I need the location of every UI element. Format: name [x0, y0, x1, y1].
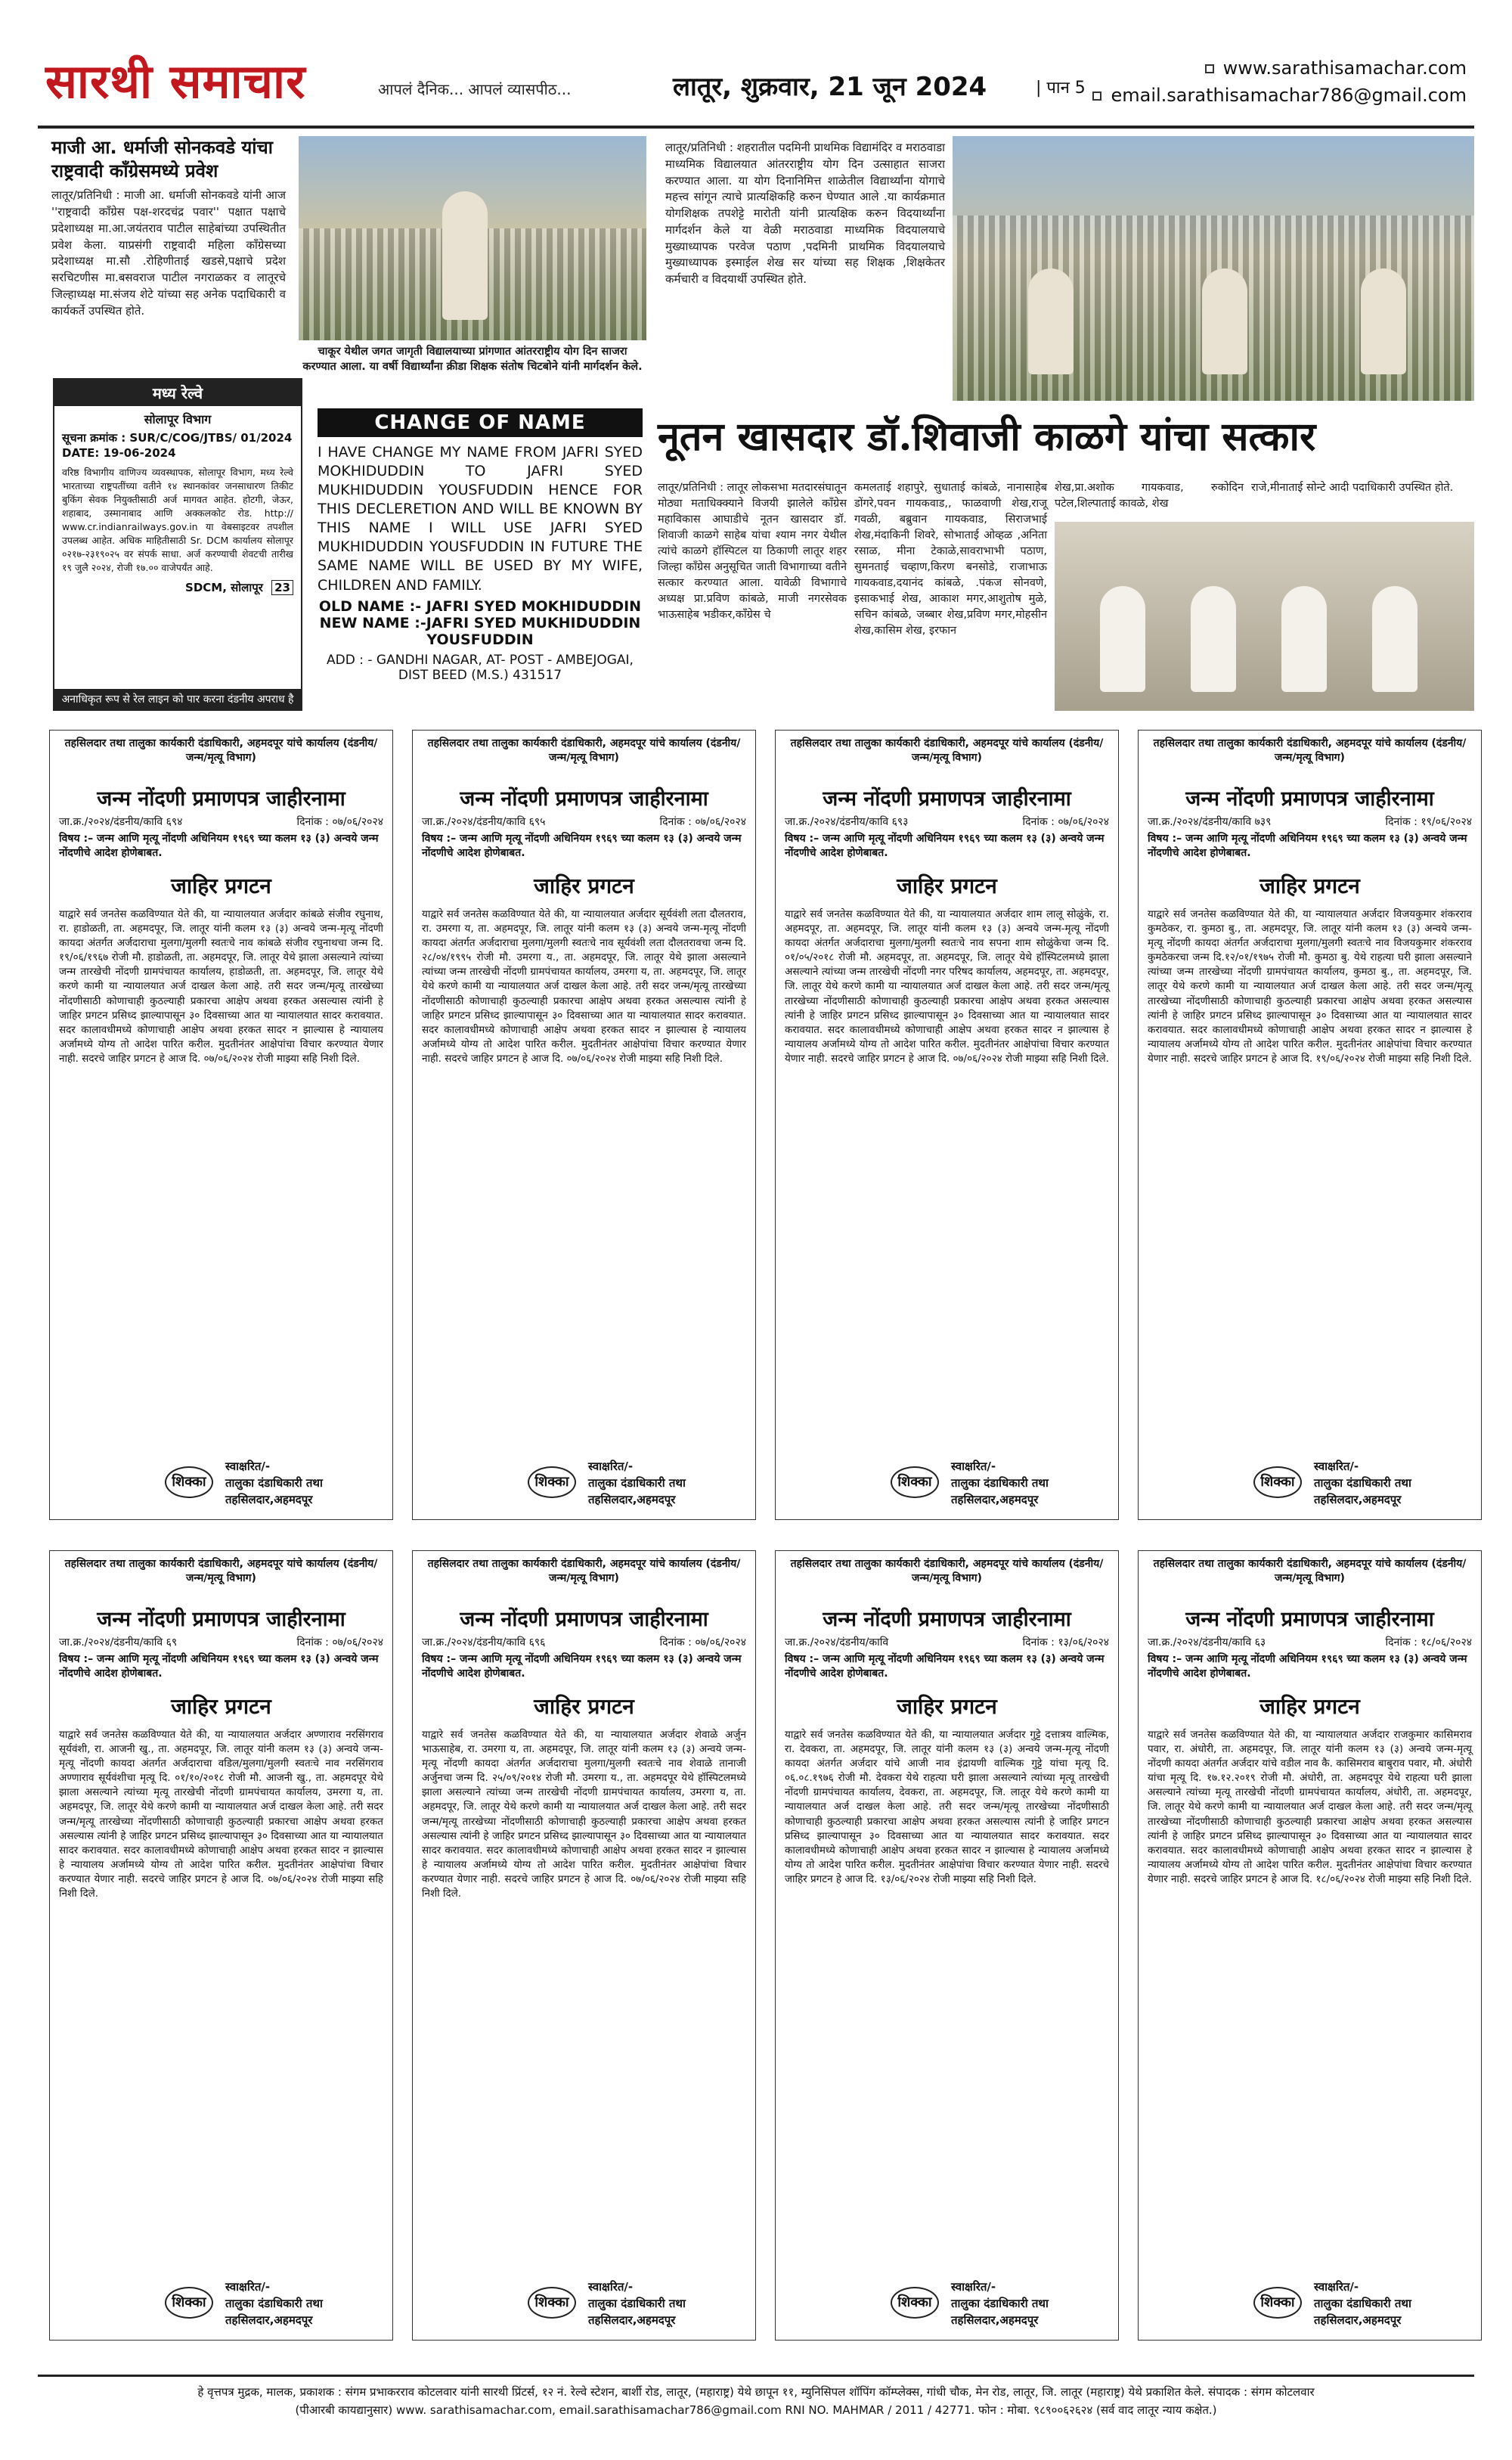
change-of-name-notice	[318, 408, 643, 711]
railway-sign: SDCM, सोलापूर	[185, 580, 263, 594]
stamp-icon: शिक्का	[528, 2287, 576, 2319]
sign-place: तहसिलदार,अहमदपूर	[225, 1492, 313, 1506]
story-sonkawade	[51, 136, 286, 319]
sign-label: स्वाक्षरित/-	[225, 1460, 271, 1473]
kalge-col-4: राजे,मीनाताई सोन्टे आदी पदाधिकारी उपस्थित होते.	[1251, 482, 1454, 494]
railway-badge: 23	[271, 580, 293, 595]
notice-signature-block	[785, 1459, 1109, 1512]
sign-title: तालुका दंडाधिकारी तथा	[225, 1475, 323, 1490]
imprint-footer	[38, 2375, 1474, 2435]
birth-registration-notice	[1138, 730, 1482, 1520]
story-yoga-day: लातूर/प्रतिनिधी : शहरातील पदमिनी प्राथमिक विद्यामंदिर व मराठवाडा माध्यमिक विद्यालयात आंतरराष्ट्रीय योग दिन उत्साहात साजरा करण्यात आला. या योग दिनानिमित्त शाळेतील विद्यार्थ्यांना योगाचे महत्त्व सांगून त्याचे प्रात्यक्षिकहि करुन घेण्यात आले .या कार्यक्रमात योगशिक्षक तपशेट्टे मारोती यांनी प्रात्यक्षिक करुन विदयार्थ्यांना मार्गदर्शन केले या वेळी मराठवाडा माध्यमिक विदयालयाचे मुख्याध्यापक परवेज पठाण ,पदमिनी प्राथमिक विदयालयाचे मुख्याध्यापक इस्माईल शेख सर यांच्या सह शिक्षक ,शिक्षकेतर कर्मचारी व विदयार्थी उपस्थित होते.	[665, 141, 945, 286]
sign-title: तालुका दंडाधिकारी तथा	[951, 1475, 1049, 1490]
sign-label: स्वाक्षरित/-	[1314, 1460, 1359, 1473]
kalge-col-2: कमलताई शहापुरे, सुधाताई कांबळे, नानासाहेब डोंगरे,पवन गायकवाड,, फाळवाणी शेख,राजू गवळी, बब्रुवान गायकवाड, सिराजभाई शेख,मंदाकिनी शिवरे, सोभाताई ओव्हळ ,अनिता रसाळ, मीना टेकाळे,सावराभाभी पठाण, सुमनताई चव्हाण,किरण बनसोडे, राजाभाऊ गायकवाड,दयानंद कांबळे, .पंकज सोनवणे, इसाकभाई शेख, आकाश मगर,आशुतोष मुळे, सचिन कांबळे, जब्बार शेख,प्रविण मगर,मोहसीन शेख,कासिम शेख, इरफान	[854, 482, 1047, 637]
story-body: लातूर/प्रतिनिधी : माजी आ. धर्माजी सोनकवडे यांनी आज ''राष्ट्रवादी काँग्रेस पक्ष-शरदचंद्र पवार'' पक्षात पक्षाचे प्रदेशाध्यक्ष मा.आ.जयंतराव पाटील साहेबांच्या उपस्थितीत प्रवेश केला. याप्रसंगी राष्ट्रवादी महिला काँग्रेसच्या प्रदेशाध्यक्ष मा.सौ .रोहिणीताई खडसे,पक्षाचे प्रदेश सरचिटणीस मा.बसवराज पाटील नगराळकर व लातूरचे जिल्हाध्यक्ष मा.संजय शेटे यांच्या सह अनेक पदाधिकारी व कार्यकर्ते उपस्थित होते.	[51, 188, 286, 318]
railway-notice	[53, 378, 302, 711]
notice-ref: जा.क्र./२०२४/दंडनीय/कावि ६९	[59, 1636, 178, 1649]
notice-office: तहसिलदार तथा तालुका कार्यकारी दंडाधिकारी, अहमदपूर यांचे कार्यालय (दंडनीय/जन्म/मृत्यू विभाग)	[790, 737, 1104, 764]
birth-registration-notice	[775, 1550, 1119, 2341]
newspaper-logo: सारथी समाचार	[45, 54, 306, 109]
notice-title: जन्म नोंदणी प्रमाणपत्र जाहीरनामा	[1185, 786, 1434, 811]
notice-heading: जाहिर प्रगटन	[171, 873, 271, 898]
masthead	[38, 45, 1474, 129]
stamp-icon: शिक्का	[891, 2287, 939, 2319]
railway-header: मध्य रेल्वे	[54, 380, 301, 406]
birth-registration-notice	[412, 730, 756, 1520]
email-line	[1092, 85, 1467, 106]
notice-subject: विषय :– जन्म आणि मृत्यू नोंदणी अधिनियम १९६९ च्या कलम १३ (३) अन्वये जन्म नोंदणीचे आदेश होणेबाबत.	[59, 1652, 379, 1680]
notice-signature-block	[59, 2279, 383, 2332]
photo-caption: चाकूर येथील जगत जागृती विद्यालयाच्या प्रांगणात आंतरराष्ट्रीय योग दिन साजरा करण्यात आला. या वर्षी विद्यार्थ्यांना क्रीडा शिक्षक संतोष चिटबोने यांनी मार्गदर्शन केले.	[302, 346, 643, 374]
sign-label: स्वाक्षरित/-	[588, 1460, 634, 1473]
notice-heading: जाहिर प्रगटन	[897, 873, 997, 898]
notice-office: तहसिलदार तथा तालुका कार्यकारी दंडाधिकारी, अहमदपूर यांचे कार्यालय (दंडनीय/जन्म/मृत्यू विभाग)	[1153, 1558, 1467, 1584]
birth-registration-notice	[1138, 1550, 1482, 2341]
notice-date: दिनांक : ०७/०६/२०२४	[659, 1636, 746, 1649]
railway-footer: अनाधिकृत रूप से रेल लाइन को पार करना दंडनीय अपराध है	[54, 689, 301, 709]
notice-heading: जाहिर प्रगटन	[1259, 1693, 1360, 1719]
kalge-headline: नूतन खासदार डॉ.शिवाजी काळगे यांचा सत्कार	[658, 414, 1316, 460]
imprint-line-2: (पीआरबी कायद्यानुसार) www. sarathisamachar.com, email.sarathisamachar786@gmail.com RNI NO. MAHMAR / 2011 / 42771. फोन : मोबा. ९८९००६२६२४ (सर्व वाद लातूर न्याय कक्षेत.)	[295, 2403, 1217, 2417]
notice-body: याद्वारे सर्व जनतेस कळविण्यात येते की, या न्यायालयात अर्जदार कांबळे संजीव रघुनाथ, रा. हाडोळती, ता. अहमदपूर, जि. लातूर यांनी कलम १३ (३) अन्वये जन्म-मृत्यू नोंदणी कायदा अंतर्गत अर्जदाराचा मुलगा/मुलगी स्वतःचे नाव कांबळे संजीव रघुनाथचा जन्म दि. १९/०६/१९६७ रोजी मौ. हाडोळती, ता. अहमदपूर, जि. लातूर येथे झाला असल्याने त्यांच्या जन्म तारखेची नोंदणी ग्रामपंचायत कार्यालय, हाडोळती, ता. अहमदपूर, जि. लातूर येथे करणे कामी या न्यायालयात अर्ज दाखल केला आहे. तरी सदर जन्म/मृत्यू तारखेच्या नोंदणीसाठी कोणाचाही कुठल्याही प्रकारचा आक्षेप अथवा हरकत असल्यास त्यांनी हे जाहिर प्रगटन प्रसिध्द झाल्यापासून ३० दिवसाच्या आत या न्यायालयात सादर करावयात. सदर कालावधीमध्ये कोणाचाही आक्षेप अथवा हरकत सादर न झाल्यास हे न्यायालय अर्जामध्ये योग्य तो आदेश पारित करील. मुदतीनंतर आक्षेपांचा विचार करण्यात येणार नाही. सदरचे जाहिर प्रगटन हे आज दि. ०७/०६/२०२४ रोजी माझ्या सहि निशी दिले.	[59, 907, 383, 1066]
notice-title: जन्म नोंदणी प्रमाणपत्र जाहीरनामा	[97, 786, 345, 811]
notice-body: याद्वारे सर्व जनतेस कळविण्यात येते की, या न्यायालयात अर्जदार विजयकुमार शंकरराव कुमठेकर, रा. कुमठा बु., ता. अहमदपूर, जि. लातूर यांनी कलम १३ (३) अन्वये जन्म-मृत्यू नोंदणी कायदा अंतर्गत अर्जदाराचा मुलगा/मुलगी स्वतःचे नाव विजयकुमार शंकरराव कुमठेकरचा जन्म दि.१२/०१/१९७५ रोजी मौ. कुमठा बु. येथे राहत्या घरी झाला असल्याने त्यांच्या जन्म तारखेच्या नोंदणी ग्रामपंचायत कार्यालय, कुमठा बु., ता. अहमदपूर, जि. लातूर येथे करणे कामी या न्यायालयात अर्ज दाखल केला आहे. तरी सदर जन्म/मृत्यू तारखेच्या नोंदणीसाठी कोणाचाही कुठल्याही प्रकारचा आक्षेप अथवा हरकत असल्यास त्यांनी हे जाहिर प्रगटन प्रसिध्द झाल्यापासून ३० दिवसाच्या आत या न्यायालयात सादर करावयात. सदर कालावधीमध्ये कोणाचाही आक्षेप अथवा हरकत सादर न झाल्यास हे न्यायालय अर्जामध्ये योग्य तो आदेश पारित करील. मुदतीनंतर आक्षेपांचा विचार करण्यात येणार नाही. सदरचे जाहिर प्रगटन हे आज दि. १९/०६/२०२४ रोजी माझ्या सहि निशी दिले.	[1148, 907, 1472, 1066]
sign-title: तालुका दंडाधिकारी तथा	[1314, 1475, 1411, 1490]
notice-ref: जा.क्र./२०२४/दंडनीय/कावि ६९४	[59, 815, 183, 828]
stamp-icon: शिक्का	[1253, 2287, 1302, 2319]
stamp-icon: शिक्का	[165, 1466, 213, 1498]
notice-signature-block	[1148, 1459, 1472, 1512]
notice-title: जन्म नोंदणी प्रमाणपत्र जाहीरनामा	[460, 786, 708, 811]
stamp-icon: शिक्का	[1253, 1466, 1302, 1498]
notice-title: जन्म नोंदणी प्रमाणपत्र जाहीरनामा	[97, 1607, 345, 1631]
notice-heading: जाहिर प्रगटन	[534, 1693, 634, 1719]
notice-body: याद्वारे सर्व जनतेस कळविण्यात येते की, या न्यायालयात अर्जदार शाम लालू सोळुंके, रा. अहमदपूर, ता. अहमदपूर, जि. लातूर यांनी कलम १३ (३) अन्वये जन्म-मृत्यू नोंदणी कायदा अंतर्गत अर्जदाराचा मुलगा/मुलगी स्वतःचे नाव सपना शाम सोळुंकेचा जन्म दि. ०१/०५/२०१८ रोजी मौ. अहमदपूर, ता. अहमदपूर, जि. लातूर येथे हॉस्पिटलमध्ये झाला असल्याने त्यांच्या जन्म तारखेची नोंदणी नगर परिषद कार्यालय, अहमदपूर, ता. अहमदपूर, जि. लातूर येथे करणे कामी या न्यायालयात अर्ज दाखल केला आहे. तरी सदर जन्म/मृत्यू तारखेच्या नोंदणीसाठी कोणाचाही कुठल्याही प्रकारचा आक्षेप अथवा हरकत असल्यास त्यांनी हे जाहिर प्रगटन प्रसिध्द झाल्यापासून ३० दिवसाच्या आत या न्यायालयात सादर करावयात. सदर कालावधीमध्ये कोणाचाही आक्षेप अथवा हरकत सादर न झाल्यास हे न्यायालय अर्जामध्ये योग्य तो आदेश पारित करील. मुदतीनंतर आक्षेपांचा विचार करण्यात येणार नाही. सदरचे जाहिर प्रगटन हे आज दि. ०७/०६/२०२४ रोजी माझ्या सहि निशी दिले.	[785, 907, 1109, 1066]
birth-registration-notice	[49, 730, 393, 1520]
felicitation-photo	[1055, 522, 1474, 711]
railway-division: सोलापूर विभाग	[144, 412, 212, 427]
sign-place: तहसिलदार,अहमदपूर	[588, 1492, 676, 1506]
notice-signature-block	[785, 2279, 1109, 2332]
notice-ref: जा.क्र./२०२४/दंडनीय/कावि ६९६	[422, 1636, 546, 1649]
notice-body: याद्वारे सर्व जनतेस कळविण्यात येते की, या न्यायालयात अर्जदार शेवाळे अर्जुन भाऊसाहेब, रा. उमरगा य, ता. अहमदपूर, जि. लातूर यांनी कलम १३ (३) अन्वये जन्म-मृत्यू नोंदणी कायदा अंतर्गत अर्जदाराचा मुलगा/मुलगी स्वतःचे नाव शेवाळे तानाजी अर्जुनचा जन्म दि. २५/०९/२०१४ रोजी मौ. उमरगा य., ता. अहमदपूर येथे हॉस्पिटलमध्ये झाला असल्याने त्यांच्या जन्म तारखेची नोंदणी ग्रामपंचायत कार्यालय, उमरगा य, ता. अहमदपूर, जि. लातूर येथे करणे कामी या न्यायालयात अर्ज दाखल केला आहे. तरी सदर जन्म/मृत्यू तारखेच्या नोंदणीसाठी कोणाचाही कुठल्याही प्रकारचा आक्षेप अथवा हरकत असल्यास त्यांनी हे जाहिर प्रगटन प्रसिध्द झाल्यापासून ३० दिवसाच्या आत या न्यायालयात सादर करावयात. सदर कालावधीमध्ये कोणाचाही आक्षेप अथवा हरकत सादर न झाल्यास हे न्यायालय अर्जामध्ये योग्य तो आदेश पारित करील. मुदतीनंतर आक्षेपांचा विचार करण्यात येणार नाही. सदरचे जाहिर प्रगटन हे आज दि. ०७/०६/२०२४ रोजी माझ्या सहि निशी दिले.	[422, 1728, 746, 1900]
notice-subject: विषय :– जन्म आणि मृत्यू नोंदणी अधिनियम १९६९ च्या कलम १३ (३) अन्वये जन्म नोंदणीचे आदेश होणेबाबत.	[422, 1652, 742, 1680]
notice-office: तहसिलदार तथा तालुका कार्यकारी दंडाधिकारी, अहमदपूर यांचे कार्यालय (दंडनीय/जन्म/मृत्यू विभाग)	[790, 1558, 1104, 1584]
sign-place: तहसिलदार,अहमदपूर	[225, 2313, 313, 2327]
sign-title: तालुका दंडाधिकारी तथा	[588, 1475, 686, 1490]
notice-subject: विषय :– जन्म आणि मृत्यू नोंदणी अधिनियम १९६९ च्या कलम १३ (३) अन्वये जन्म नोंदणीचे आदेश होणेबाबत.	[785, 832, 1105, 859]
sign-title: तालुका दंडाधिकारी तथा	[1314, 2296, 1411, 2310]
notice-ref: जा.क्र./२०२४/दंडनीय/कावि ६९५	[422, 815, 546, 828]
notice-ref: जा.क्र./२०२४/दंडनीय/कावि ६९३	[785, 815, 909, 828]
notice-subject: विषय :– जन्म आणि मृत्यू नोंदणी अधिनियम १९६९ च्या कलम १३ (३) अन्वये जन्म नोंदणीचे आदेश होणेबाबत.	[785, 1652, 1105, 1680]
birth-registration-notice	[775, 730, 1119, 1520]
dateline: लातूर, शुक्रवार, 21 जून 2024	[673, 72, 987, 102]
notice-office: तहसिलदार तथा तालुका कार्यकारी दंडाधिकारी, अहमदपूर यांचे कार्यालय (दंडनीय/जन्म/मृत्यू विभाग)	[1153, 737, 1467, 764]
notice-subject: विषय :– जन्म आणि मृत्यू नोंदणी अधिनियम १९६९ च्या कलम १३ (३) अन्वये जन्म नोंदणीचे आदेश होणेबाबत.	[59, 832, 379, 859]
story-headline: माजी आ. धर्माजी सोनकवडे यांचा राष्ट्रवादी काँग्रेसमध्ये प्रवेश	[51, 137, 273, 182]
website[interactable]: www.sarathisamachar.com	[1222, 57, 1467, 79]
notice-signature-block	[59, 1459, 383, 1512]
notice-subject: विषय :– जन्म आणि मृत्यू नोंदणी अधिनियम १९६९ च्या कलम १३ (३) अन्वये जन्म नोंदणीचे आदेश होणेबाबत.	[1148, 832, 1467, 859]
con-old-name: OLD NAME :- JAFRI SYED MOKHIDUDDIN	[318, 597, 642, 615]
notice-office: तहसिलदार तथा तालुका कार्यकारी दंडाधिकारी, अहमदपूर यांचे कार्यालय (दंडनीय/जन्म/मृत्यू विभाग)	[427, 1558, 741, 1584]
railway-ref: सूचना क्रमांक : SUR/C/COG/JTBS/ 01/2024 DATE: 19-06-2024	[62, 431, 293, 461]
website-line	[1205, 57, 1467, 79]
notice-date: दिनांक : १९/०६/२०२४	[1385, 815, 1472, 828]
sign-place: तहसिलदार,अहमदपूर	[951, 2313, 1039, 2327]
notice-date: दिनांक : ०७/०६/२०२४	[296, 815, 383, 828]
sign-label: स्वाक्षरित/-	[951, 2280, 996, 2294]
kalge-col-3: शेख,प्रा.अशोक गायकवाड, रुकोदिन पटेल,शिल्पाताई कावळे, शेख	[1055, 482, 1244, 510]
notice-date: दिनांक : १३/०६/२०२४	[1022, 1636, 1109, 1649]
notice-ref: जा.क्र./२०२४/दंडनीय/कावि ७३९	[1148, 815, 1272, 828]
notice-date: दिनांक : ०७/०६/२०२४	[1022, 815, 1109, 828]
notice-title: जन्म नोंदणी प्रमाणपत्र जाहीरनामा	[823, 786, 1071, 811]
notice-signature-block	[422, 2279, 746, 2332]
yoga-photo-school	[953, 136, 1474, 401]
sign-label: स्वाक्षरित/-	[588, 2280, 634, 2294]
notice-title: जन्म नोंदणी प्रमाणपत्र जाहीरनामा	[460, 1607, 708, 1631]
con-new-name: NEW NAME :-JAFRI SYED MUKHIDUDDIN YOUSFUDDIN	[319, 614, 641, 648]
bullet-icon	[1092, 92, 1101, 101]
notice-heading: जाहिर प्रगटन	[534, 873, 634, 898]
notice-signature-block	[422, 1459, 746, 1512]
page-number: | पान 5	[1036, 79, 1086, 98]
notice-heading: जाहिर प्रगटन	[897, 1693, 997, 1719]
email[interactable]: email.sarathisamachar786@gmail.com	[1111, 85, 1467, 106]
notice-office: तहसिलदार तथा तालुका कार्यकारी दंडाधिकारी, अहमदपूर यांचे कार्यालय (दंडनीय/जन्म/मृत्यू विभाग)	[64, 1558, 378, 1584]
railway-body: वरिष्ठ विभागीय वाणिज्य व्यवस्थापक, सोलापूर विभाग, मध्य रेल्वे भारताच्या राष्ट्रपतींच्या वतीने १४ स्थानकांवर जनसाधारण तिकीट बुकिंग सेवक नियुक्तीसाठी अर्ज मागवत आहेत. होटगी, जेऊर, शहाबाद, उस्मानाबाद आणि अक्कलकोट रोड. http:// www.cr.indianrailways.gov.in या वेबसाइटवर तपशील उपलब्ध आहेत. अधिक माहितीसाठी Sr. DCM कार्यालय सोलापूर ०२१७-२३१९०२५ वर संपर्क साधा. अर्ज करण्याची शेवटची तारीख १९ जुलै २०२४, रोजी १७.०० वाजेपर्यंत आहे.	[62, 466, 293, 574]
notice-date: दिनांक : १८/०६/२०२४	[1385, 1636, 1472, 1649]
sign-place: तहसिलदार,अहमदपूर	[1314, 2313, 1402, 2327]
notice-office: तहसिलदार तथा तालुका कार्यकारी दंडाधिकारी, अहमदपूर यांचे कार्यालय (दंडनीय/जन्म/मृत्यू विभाग)	[64, 737, 378, 764]
stamp-icon: शिक्का	[891, 1466, 939, 1498]
notice-title: जन्म नोंदणी प्रमाणपत्र जाहीरनामा	[1185, 1607, 1434, 1631]
notice-date: दिनांक : ०७/०६/२०२४	[296, 1636, 383, 1649]
notice-date: दिनांक : ०७/०६/२०२४	[659, 815, 746, 828]
con-title: CHANGE OF NAME	[318, 408, 643, 437]
notice-subject: विषय :– जन्म आणि मृत्यू नोंदणी अधिनियम १९६९ च्या कलम १३ (३) अन्वये जन्म नोंदणीचे आदेश होणेबाबत.	[1148, 1652, 1467, 1680]
con-body: I HAVE CHANGE MY NAME FROM JAFRI SYED MOKHIDUDDIN TO JAFRI SYED MUKHIDUDDIN YOUSFUDDIN HENCE FOR THIS DECLERETION AND WILL BE KNOWN BY THIS NAME I WILL USE JAFRI SYED MUKHIDUDDIN YOUSFUDDIN IN FUTURE THE SAME NAME WILL BE USED BY MY WIFE, CHILDREN AND FAMILY.	[318, 444, 643, 594]
notice-signature-block	[1148, 2279, 1472, 2332]
sign-place: तहसिलदार,अहमदपूर	[588, 2313, 676, 2327]
notice-heading: जाहिर प्रगटन	[171, 1693, 271, 1719]
notice-office: तहसिलदार तथा तालुका कार्यकारी दंडाधिकारी, अहमदपूर यांचे कार्यालय (दंडनीय/जन्म/मृत्यू विभाग)	[427, 737, 741, 764]
notice-heading: जाहिर प्रगटन	[1259, 873, 1360, 898]
notice-body: याद्वारे सर्व जनतेस कळविण्यात येते की, या न्यायालयात अर्जदार राजकुमार कासिमराव पवार, रा. अंधोरी, ता. अहमदपूर, जि. लातूर यांनी कलम १३ (३) अन्वये जन्म-मृत्यू नोंदणी कायदा अंतर्गत अर्जदार यांचे वडील नाव कै. कासिमराव बाबुराव पवार, मौ. अंधोरी यांचा मृत्यू दि. १७.१२.२०१९ रोजी मौ. अंधोरी, ता. अहमदपूर येथे राहत्या घरी झाला असल्याने त्यांच्या मृत्यू तारखेची नोंदणी ग्रामपंचायत कार्यालय, अंधोरी, ता. अहमदपूर, जि. लातूर येथे करणे कामी या न्यायालयात अर्ज दाखल केला आहे. तरी सदर जन्म/मृत्यू तारखेच्या नोंदणीसाठी कोणाचाही कुठल्याही प्रकारचा आक्षेप अथवा हरकत असल्यास त्यांनी हे जाहिर प्रगटन प्रसिध्द झाल्यापासून ३० दिवसाच्या आत या न्यायालयात सादर करावयात. सदर कालावधीमध्ये कोणाचाही आक्षेप अथवा हरकत सादर न झाल्यास हे न्यायालय अर्जामध्ये योग्य तो आदेश पारित करील. मुदतीनंतर आक्षेपांचा विचार करण्यात येणार नाही. सदरचे जाहिर प्रगटन हे आज दि. १८/०६/२०२४ रोजी माझ्या सहि निशी दिले.	[1148, 1728, 1472, 1886]
imprint-line-1: हे वृत्तपत्र मुद्रक, मालक, प्रकाशक : संगम प्रभाकरराव कोटलवार यांनी सारथी प्रिंटर्स, १२ नं. रेल्वे स्टेशन, बार्शी रोड, लातूर, (महाराष्ट्र) येथे छापून ११, म्युनिसिपल शॉपिंग कॉम्प्लेक्स, गांधी चौक, मेन रोड, लातूर, जि. लातूर (महाराष्ट्र) येथे प्रकाशित केले. संपादक : संगम कोटलवार	[197, 2385, 1315, 2399]
yoga-photo-chakur	[299, 136, 646, 340]
kalge-col-1: लातूर/प्रतिनिधी : लातूर लोकसभा मतदारसंघातून मोठ्या मताधिक्क्याने विजयी झालेले काँग्रेस महाविकास आघाडीचे नूतन खासदार डॉ. शिवाजी काळगे साहेब यांचा श्याम नगर येथील त्यांचे काळगे हॉस्पिटल या ठिकाणी लातूर शहर जिल्हा काँग्रेस अनुसूचित जाती विभागाच्या वतीने सत्कार करण्यात आला. यावेळी विभागाचे अध्यक्ष प्रा.प्रविण कांबळे, माजी नगरसेवक भाऊसाहेब भडीकर,काँग्रेस चे	[658, 482, 847, 622]
sign-place: तहसिलदार,अहमदपूर	[951, 1492, 1039, 1506]
stamp-icon: शिक्का	[528, 1466, 576, 1498]
bullet-icon	[1205, 64, 1214, 73]
notice-body: याद्वारे सर्व जनतेस कळविण्यात येते की, या न्यायालयात अर्जदार अण्णाराव नरसिंगराव सूर्यवंशी, रा. आजनी खु., ता. अहमदपूर, जि. लातूर यांनी कलम १३ (३) अन्वये जन्म-मृत्यू नोंदणी कायदा अंतर्गत अर्जदाराचा वडिल/मुलगा/मुलगी स्वतःचे नाव नरसिंगराव अण्णाराव सूर्यवंशीचा मृत्यू दि. ०१/१०/२०१८ रोजी मौ. आजनी खु., ता. अहमदपूर येथे झाला असल्याने त्यांच्या मृत्यू तारखेची नोंदणी ग्रामपंचायत कार्यालय, उमरगा य, ता. अहमदपूर, जि. लातूर येथे करणे कामी या न्यायालयात अर्ज दाखल केला आहे. तरी सदर जन्म/मृत्यू तारखेच्या नोंदणीसाठी कोणाचाही कुठल्याही प्रकारचा आक्षेप अथवा हरकत असल्यास त्यांनी हे जाहिर प्रगटन प्रसिध्द झाल्यापासून ३० दिवसाच्या आत या न्यायालयात सादर करावयात. सदर कालावधीमध्ये कोणाचाही आक्षेप अथवा हरकत सादर न झाल्यास हे न्यायालय अर्जामध्ये योग्य तो आदेश पारित करील. मुदतीनंतर आक्षेपांचा विचार करण्यात येणार नाही. सदरचे जाहिर प्रगटन हे आज दि. ०७/०६/२०२४ रोजी माझ्या सहि निशी दिले.	[59, 1728, 383, 1900]
sign-label: स्वाक्षरित/-	[225, 2280, 271, 2294]
birth-registration-notice	[412, 1550, 756, 2341]
notice-title: जन्म नोंदणी प्रमाणपत्र जाहीरनामा	[823, 1607, 1071, 1631]
birth-registration-notice	[49, 1550, 393, 2341]
sign-title: तालुका दंडाधिकारी तथा	[951, 2296, 1049, 2310]
stamp-icon: शिक्का	[165, 2287, 213, 2319]
con-address: ADD : - GANDHI NAGAR, AT- POST - AMBEJOGAI, DIST BEED (M.S.) 431517	[327, 652, 634, 683]
tagline: आपलं दैनिक... आपलं व्यासपीठ...	[378, 80, 572, 98]
sign-label: स्वाक्षरित/-	[1314, 2280, 1359, 2294]
sign-title: तालुका दंडाधिकारी तथा	[225, 2296, 323, 2310]
notice-ref: जा.क्र./२०२४/दंडनीय/कावि	[785, 1636, 889, 1649]
notice-ref: जा.क्र./२०२४/दंडनीय/कावि ६३	[1148, 1636, 1266, 1649]
notice-subject: विषय :– जन्म आणि मृत्यू नोंदणी अधिनियम १९६९ च्या कलम १३ (३) अन्वये जन्म नोंदणीचे आदेश होणेबाबत.	[422, 832, 742, 859]
notice-body: याद्वारे सर्व जनतेस कळविण्यात येते की, या न्यायालयात अर्जदार गुट्टे दत्तात्रय वाल्मिक, रा. देवकरा, ता. अहमदपूर, जि. लातूर यांनी कलम १३ (३) अन्वये जन्म-मृत्यू नोंदणी कायदा अंतर्गत अर्जदार यांचे आजी नाव इंद्रायणी वाल्मिक गुट्टे यांचा मृत्यू दि. ०६.०८.१९७६ रोजी मौ. देवकरा येथे राहत्या घरी झाला असल्याने त्यांच्या मृत्यू तारखेची नोंदणी ग्रामपंचायत कार्यालय, देवकरा, ता. अहमदपूर, जि. लातूर येथे करणे कामी या न्यायालयात अर्ज दाखल केला आहे. तरी सदर जन्म/मृत्यू तारखेच्या नोंदणीसाठी कोणाचाही कुठल्याही प्रकारचा आक्षेप अथवा हरकत असल्यास त्यांनी हे जाहिर प्रगटन प्रसिध्द झाल्यापासून ३० दिवसाच्या आत या न्यायालयात सादर करावयात. सदर कालावधीमध्ये कोणाचाही आक्षेप अथवा हरकत सादर न झाल्यास हे न्यायालय अर्जामध्ये योग्य तो आदेश पारित करील. मुदतीनंतर आक्षेपांचा विचार करण्यात येणार नाही. सदरचे जाहिर प्रगटन हे आज दि. १३/०६/२०२४ रोजी माझ्या सहि निशी दिले.	[785, 1728, 1109, 1886]
notice-body: याद्वारे सर्व जनतेस कळविण्यात येते की, या न्यायालयात अर्जदार सूर्यवंशी लता दौलतराव, रा. उमरगा य, ता. अहमदपूर, जि. लातूर यांनी कलम १३ (३) अन्वये जन्म-मृत्यू नोंदणी कायदा अंतर्गत अर्जदाराचा मुलगा/मुलगी स्वतःचे नाव सूर्यवंशी लता दौलतरावचा जन्म दि. २८/०४/१९९५ रोजी मौ. उमरगा य., ता. अहमदपूर, जि. लातूर येथे झाला असल्याने त्यांच्या जन्म तारखेची नोंदणी ग्रामपंचायत कार्यालय, उमरगा य, ता. अहमदपूर, जि. लातूर येथे करणे कामी या न्यायालयात अर्ज दाखल केला आहे. तरी सदर जन्म/मृत्यू तारखेच्या नोंदणीसाठी कोणाचाही कुठल्याही प्रकारचा आक्षेप अथवा हरकत असल्यास त्यांनी हे जाहिर प्रगटन प्रसिध्द झाल्यापासून ३० दिवसाच्या आत या न्यायालयात सादर करावयात. सदर कालावधीमध्ये कोणाचाही आक्षेप अथवा हरकत सादर न झाल्यास हे न्यायालय अर्जामध्ये योग्य तो आदेश पारित करील. मुदतीनंतर आक्षेपांचा विचार करण्यात येणार नाही. सदरचे जाहिर प्रगटन हे आज दि. ०७/०६/२०२४ रोजी माझ्या सहि निशी दिले.	[422, 907, 746, 1066]
sign-title: तालुका दंडाधिकारी तथा	[588, 2296, 686, 2310]
sign-place: तहसिलदार,अहमदपूर	[1314, 1492, 1402, 1506]
sign-label: स्वाक्षरित/-	[951, 1460, 996, 1473]
